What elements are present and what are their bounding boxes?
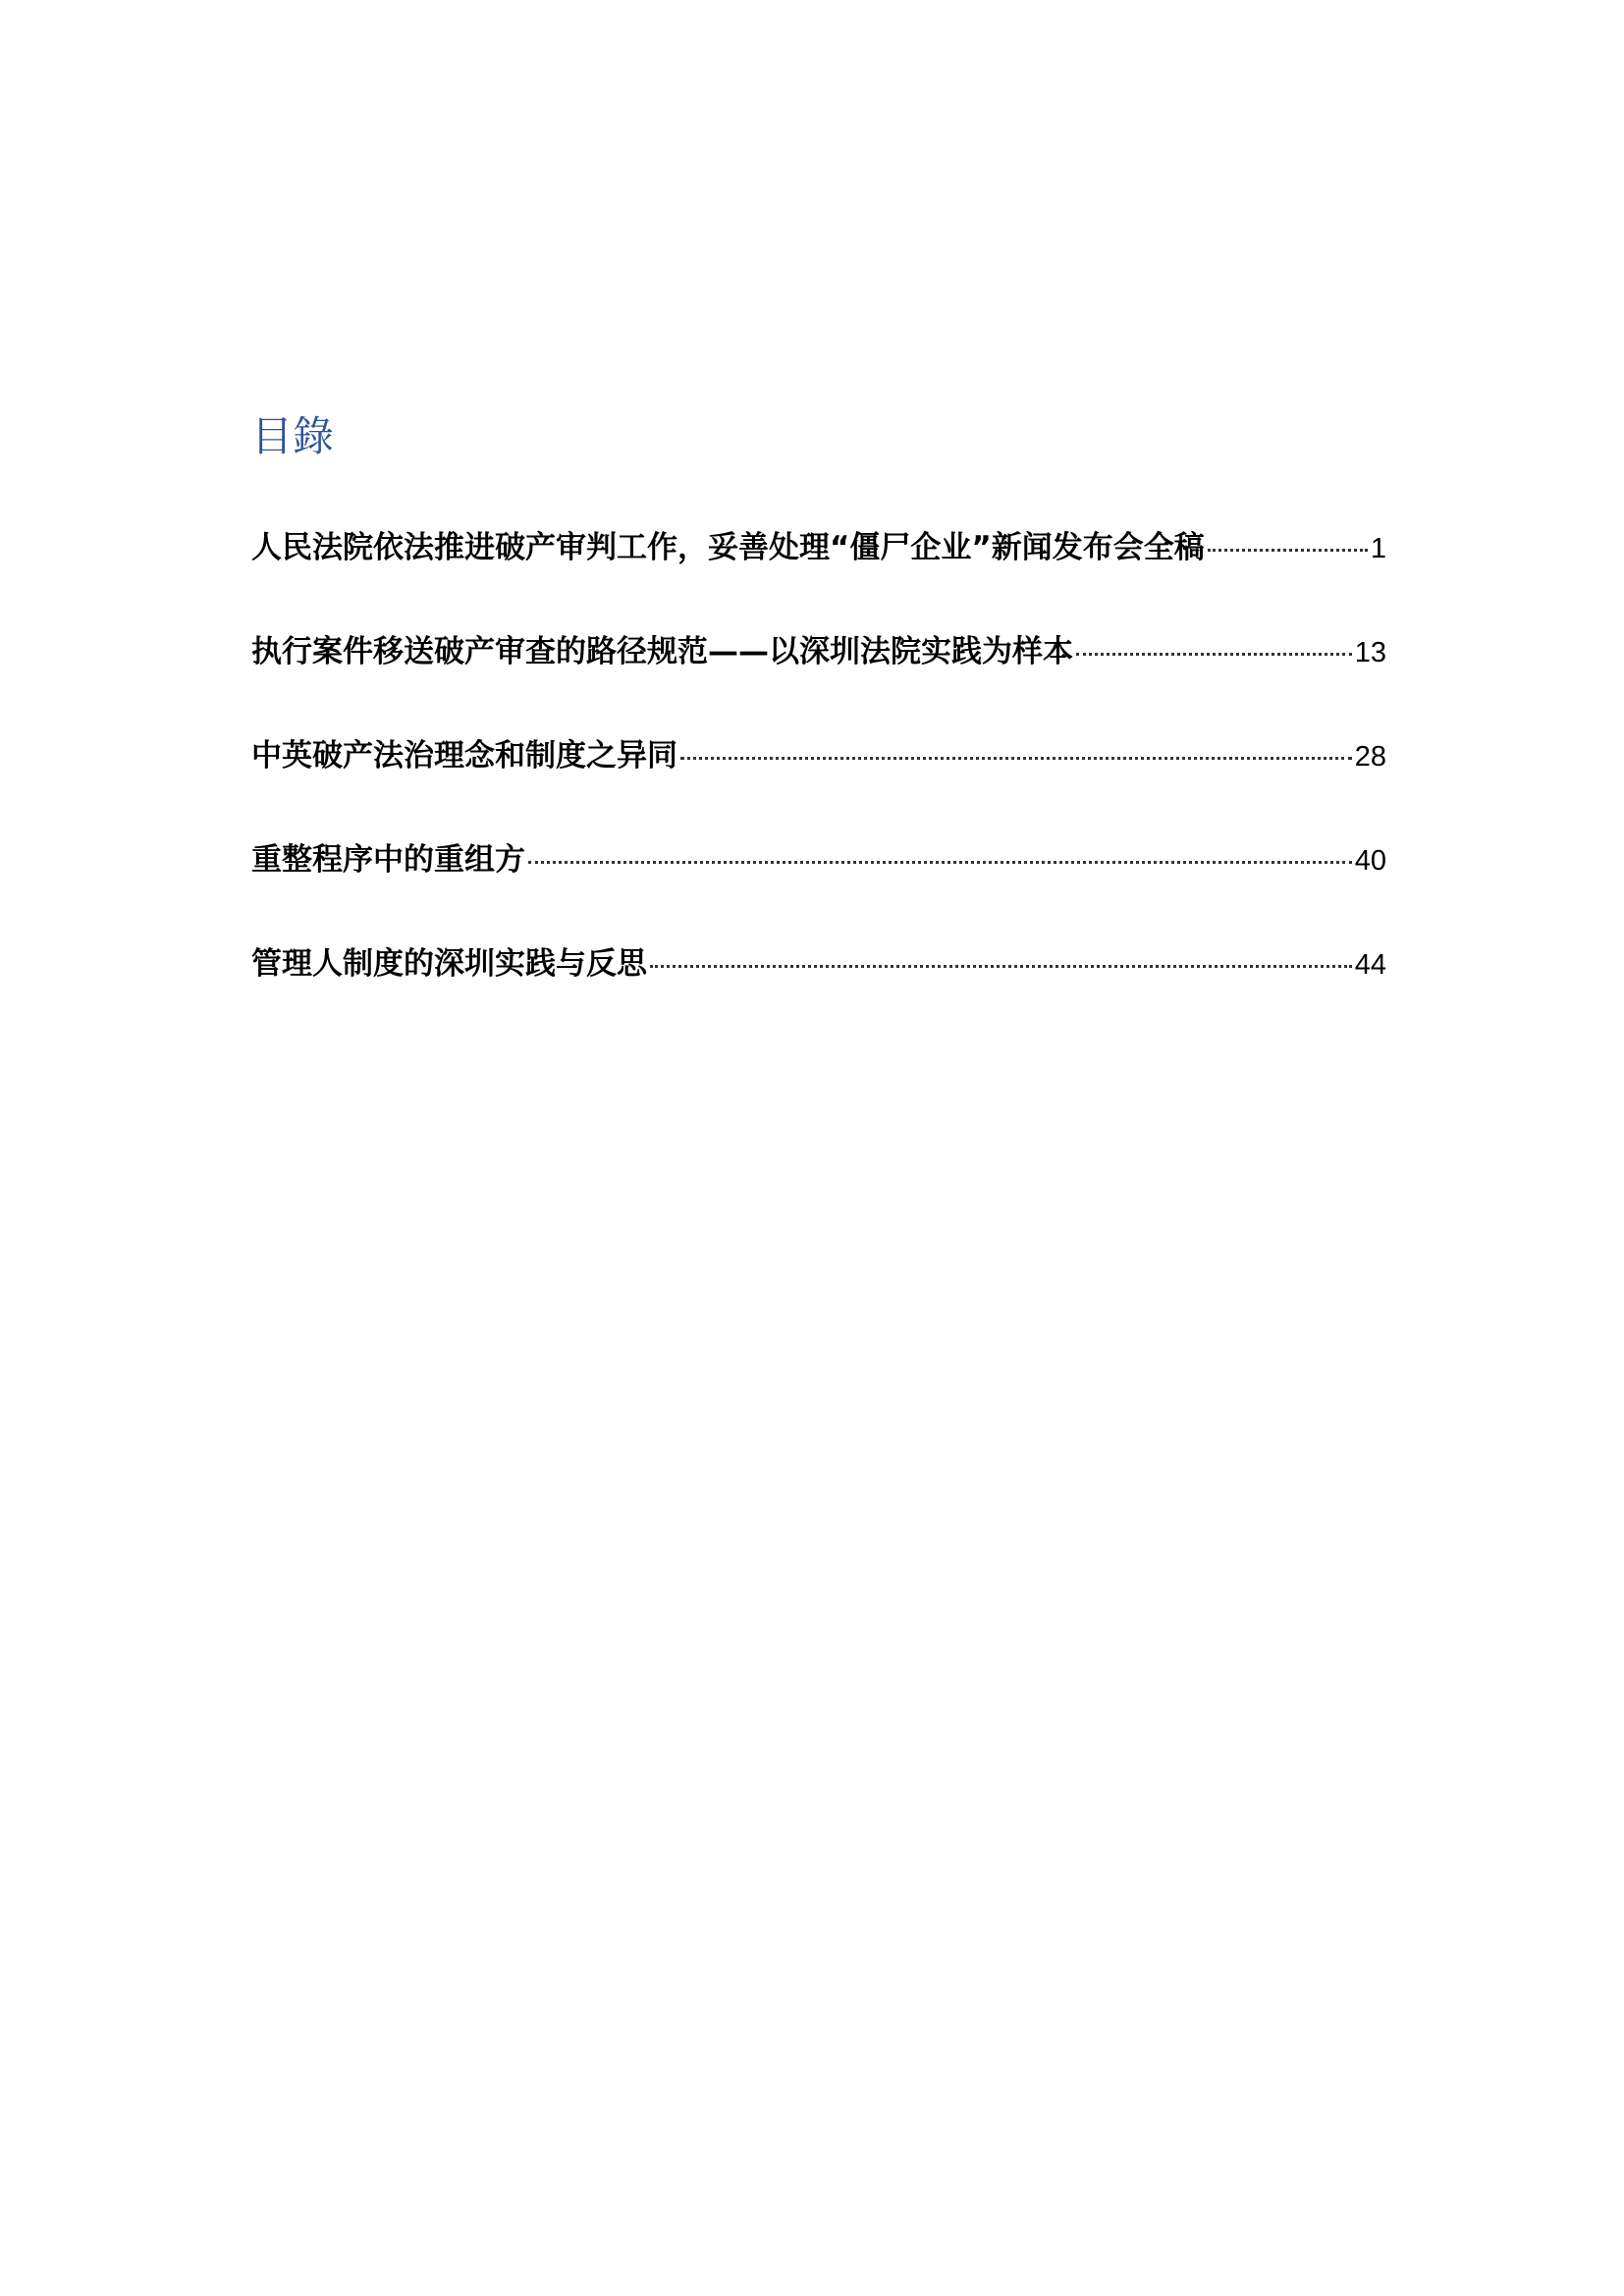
toc-entry[interactable] [251,528,1386,567]
toc-entry-title: 重整程序中的重组方 [251,842,525,878]
toc-dot-leader [680,757,1352,760]
toc-entry-page-number: 28 [1354,741,1386,773]
toc-entry-title: 执行案件移送破产审查的路径规范——以深圳法院实践为样本 [251,634,1073,669]
toc-entry-page-number: 44 [1354,949,1386,981]
toc-entry-page-number: 40 [1354,845,1386,877]
toc-entry[interactable] [251,632,1386,671]
toc-entry[interactable] [251,840,1386,880]
toc-heading: 目錄 [251,412,335,460]
toc-dot-leader [1208,549,1368,552]
toc-entry-title: 管理人制度的深圳实践与反思 [251,946,647,982]
toc-dot-leader [650,965,1352,968]
toc-list [251,528,1386,1048]
toc-dot-leader [1076,653,1352,656]
toc-entry-title: 人民法院依法推进破产审判工作，妥善处理“僵尸企业”新闻发布会全稿 [251,530,1205,565]
toc-entry-page-number: 1 [1370,533,1386,564]
toc-entry[interactable] [251,736,1386,775]
toc-dot-leader [528,861,1352,864]
toc-entry-title: 中英破产法治理念和制度之异同 [251,738,677,774]
toc-entry[interactable] [251,944,1386,984]
toc-entry-page-number: 13 [1354,637,1386,668]
